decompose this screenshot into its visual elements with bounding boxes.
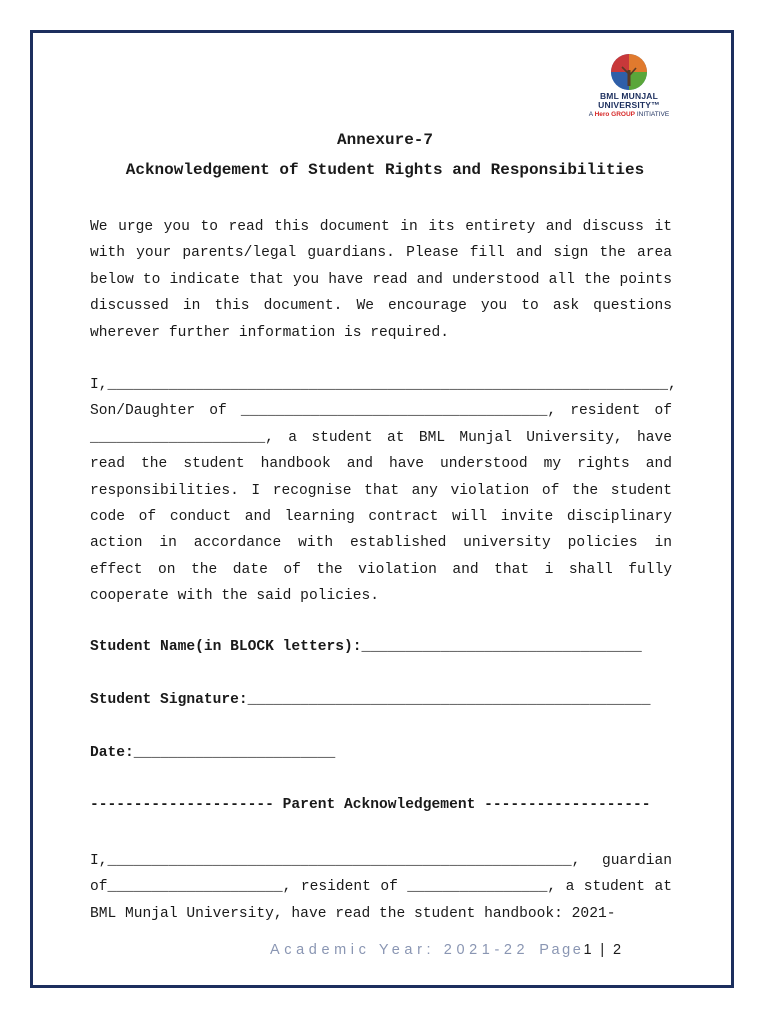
- logo-name-line1: BML MUNJAL: [599, 91, 659, 101]
- parent-acknowledgement-divider: --------------------- Parent Acknowledgement -------------------: [90, 797, 651, 813]
- annexure-heading: Annexure-7: [336, 131, 433, 149]
- student-name-blank[interactable]: ________________________________: [361, 639, 642, 655]
- university-logo: [583, 52, 675, 130]
- logo-name-line2: UNIVERSITY™: [598, 100, 660, 110]
- student-signature-field[interactable]: [90, 692, 651, 708]
- document-title: Acknowledgement of Student Rights and Responsibilities: [125, 161, 645, 179]
- student-name-label: Student Name(in BLOCK letters):: [90, 639, 362, 655]
- declaration-paragraph: I,________________________________________________________________, Son/Daughter of ___________________________________, resident of ____________________, a student at BML Munjal University, have read the student handbook and have understood my rights and responsibilities. I recognise that any violation of the student code of conduct and learning contract will invite disciplinary action in accordance with established university policies in effect on the date of the violation and that i shall fully cooperate with the said policies.: [90, 377, 677, 605]
- page-word: Page: [539, 942, 584, 958]
- parent-paragraph: I,_____________________________________________________, guardian of____________________, resident of ________________, a student at BML Munjal University, have read the student handbook: 2021-: [90, 853, 672, 922]
- student-signature-blank[interactable]: ______________________________________________: [247, 692, 651, 708]
- date-field[interactable]: [90, 745, 335, 761]
- tree-emblem-icon: [609, 52, 649, 92]
- academic-year: Academic Year: 2021-22: [270, 942, 530, 958]
- student-name-field[interactable]: [90, 639, 642, 655]
- date-blank[interactable]: _______________________: [133, 745, 336, 761]
- logo-tagline: A Hero GROUP INITIATIVE: [588, 111, 670, 118]
- student-signature-label: Student Signature:: [90, 692, 248, 708]
- date-label: Date:: [90, 745, 134, 761]
- page-footer: [270, 942, 623, 958]
- page-number: 1 | 2: [583, 942, 624, 958]
- intro-paragraph: We urge you to read this document in its entirety and discuss it with your parents/legal guardians. Please fill and sign the area below to indicate that you have read and understood all the points discussed in this document. We encourage you to ask questions wherever further information is required.: [90, 219, 672, 341]
